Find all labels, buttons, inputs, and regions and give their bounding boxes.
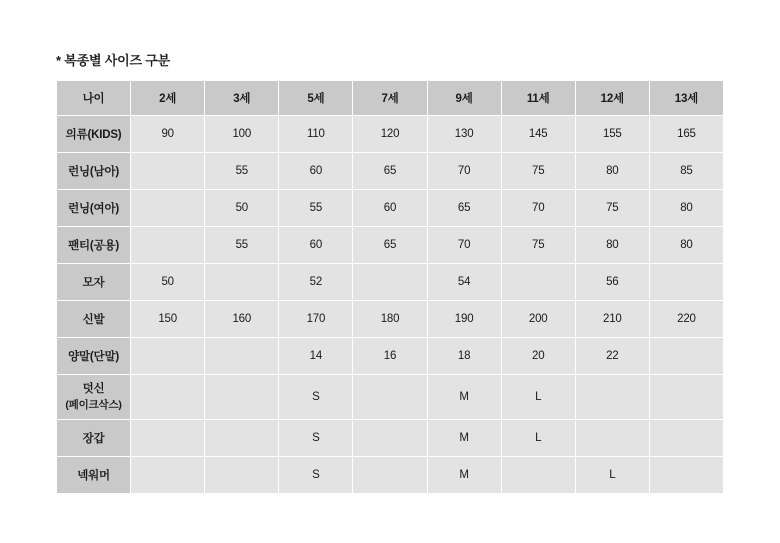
table-cell: 18 <box>427 338 501 375</box>
row-label: 팬티(공용) <box>57 227 131 264</box>
table-cell <box>131 457 205 494</box>
table-cell: 55 <box>205 153 279 190</box>
table-cell: S <box>279 420 353 457</box>
table-cell: 165 <box>649 116 723 153</box>
row-label: 양말(단말) <box>57 338 131 375</box>
table-cell: 65 <box>353 153 427 190</box>
table-cell: M <box>427 375 501 420</box>
table-cell: 52 <box>279 264 353 301</box>
column-header-3: 3세 <box>205 81 279 116</box>
table-cell: 100 <box>205 116 279 153</box>
table-cell: 60 <box>353 190 427 227</box>
table-cell <box>649 457 723 494</box>
row-label-line2: (페이크삭스) <box>65 398 122 411</box>
table-header-row <box>57 81 724 116</box>
table-cell <box>501 264 575 301</box>
table-cell: 55 <box>205 227 279 264</box>
table-cell: 75 <box>501 153 575 190</box>
table-cell <box>131 153 205 190</box>
table-cell <box>575 420 649 457</box>
table-row <box>57 190 724 227</box>
column-header-13: 13세 <box>649 81 723 116</box>
table-cell <box>131 375 205 420</box>
table-cell: 85 <box>649 153 723 190</box>
table-cell <box>649 338 723 375</box>
row-label <box>57 375 131 420</box>
table-cell: 56 <box>575 264 649 301</box>
table-cell <box>205 264 279 301</box>
table-cell: 55 <box>279 190 353 227</box>
row-label-line1: 덧신 <box>82 383 105 396</box>
table-cell <box>131 420 205 457</box>
table-cell: 80 <box>649 190 723 227</box>
table-cell <box>131 190 205 227</box>
table-cell: 70 <box>427 227 501 264</box>
table-cell <box>649 420 723 457</box>
table-cell <box>649 375 723 420</box>
table-cell: 145 <box>501 116 575 153</box>
table-cell <box>575 375 649 420</box>
table-row <box>57 457 724 494</box>
column-header-11: 11세 <box>501 81 575 116</box>
table-cell: 60 <box>279 227 353 264</box>
table-cell <box>131 227 205 264</box>
table-cell: 80 <box>575 227 649 264</box>
row-label: 신발 <box>57 301 131 338</box>
table-row <box>57 227 724 264</box>
table-cell: M <box>427 420 501 457</box>
table-cell: 14 <box>279 338 353 375</box>
table-row <box>57 375 724 420</box>
table-cell <box>353 420 427 457</box>
table-cell: 150 <box>131 301 205 338</box>
table-cell <box>205 375 279 420</box>
table-cell: 54 <box>427 264 501 301</box>
table-body <box>57 116 724 494</box>
column-header-5: 5세 <box>279 81 353 116</box>
table-row <box>57 116 724 153</box>
table-row <box>57 301 724 338</box>
table-cell: 80 <box>575 153 649 190</box>
table-cell: 190 <box>427 301 501 338</box>
table-cell: 50 <box>205 190 279 227</box>
table-cell <box>131 338 205 375</box>
row-label: 모자 <box>57 264 131 301</box>
table-row <box>57 264 724 301</box>
column-header-age: 나이 <box>57 81 131 116</box>
table-cell <box>353 264 427 301</box>
table-cell: 20 <box>501 338 575 375</box>
table-cell: 75 <box>575 190 649 227</box>
table-cell: 22 <box>575 338 649 375</box>
table-cell: 60 <box>279 153 353 190</box>
size-table-container <box>56 80 724 494</box>
table-cell: 70 <box>427 153 501 190</box>
row-label: 넥워머 <box>57 457 131 494</box>
table-cell: 90 <box>131 116 205 153</box>
table-cell: 180 <box>353 301 427 338</box>
table-cell: 220 <box>649 301 723 338</box>
table-cell <box>501 457 575 494</box>
table-cell: S <box>279 375 353 420</box>
table-cell <box>205 420 279 457</box>
table-cell: 16 <box>353 338 427 375</box>
table-cell: L <box>501 420 575 457</box>
table-cell <box>205 457 279 494</box>
table-row <box>57 338 724 375</box>
table-cell <box>649 264 723 301</box>
table-cell: 70 <box>501 190 575 227</box>
table-cell: 80 <box>649 227 723 264</box>
table-row <box>57 420 724 457</box>
table-cell: 110 <box>279 116 353 153</box>
table-cell: 155 <box>575 116 649 153</box>
table-cell <box>353 375 427 420</box>
table-header <box>57 81 724 116</box>
table-cell: 170 <box>279 301 353 338</box>
table-cell: 130 <box>427 116 501 153</box>
table-cell: 65 <box>353 227 427 264</box>
row-label: 런닝(여아) <box>57 190 131 227</box>
table-cell: S <box>279 457 353 494</box>
size-table <box>56 80 724 494</box>
table-cell: 160 <box>205 301 279 338</box>
table-cell: 200 <box>501 301 575 338</box>
column-header-9: 9세 <box>427 81 501 116</box>
page-title: * 복종별 사이즈 구분 <box>56 53 170 68</box>
table-cell: 75 <box>501 227 575 264</box>
column-header-2: 2세 <box>131 81 205 116</box>
row-label: 런닝(남아) <box>57 153 131 190</box>
table-cell: 65 <box>427 190 501 227</box>
table-row <box>57 153 724 190</box>
row-label: 장갑 <box>57 420 131 457</box>
row-label: 의류(KIDS) <box>57 116 131 153</box>
table-cell: L <box>575 457 649 494</box>
column-header-12: 12세 <box>575 81 649 116</box>
column-header-7: 7세 <box>353 81 427 116</box>
table-cell <box>353 457 427 494</box>
table-cell <box>205 338 279 375</box>
table-cell: 210 <box>575 301 649 338</box>
table-cell: 50 <box>131 264 205 301</box>
table-cell: M <box>427 457 501 494</box>
table-cell: 120 <box>353 116 427 153</box>
table-cell: L <box>501 375 575 420</box>
